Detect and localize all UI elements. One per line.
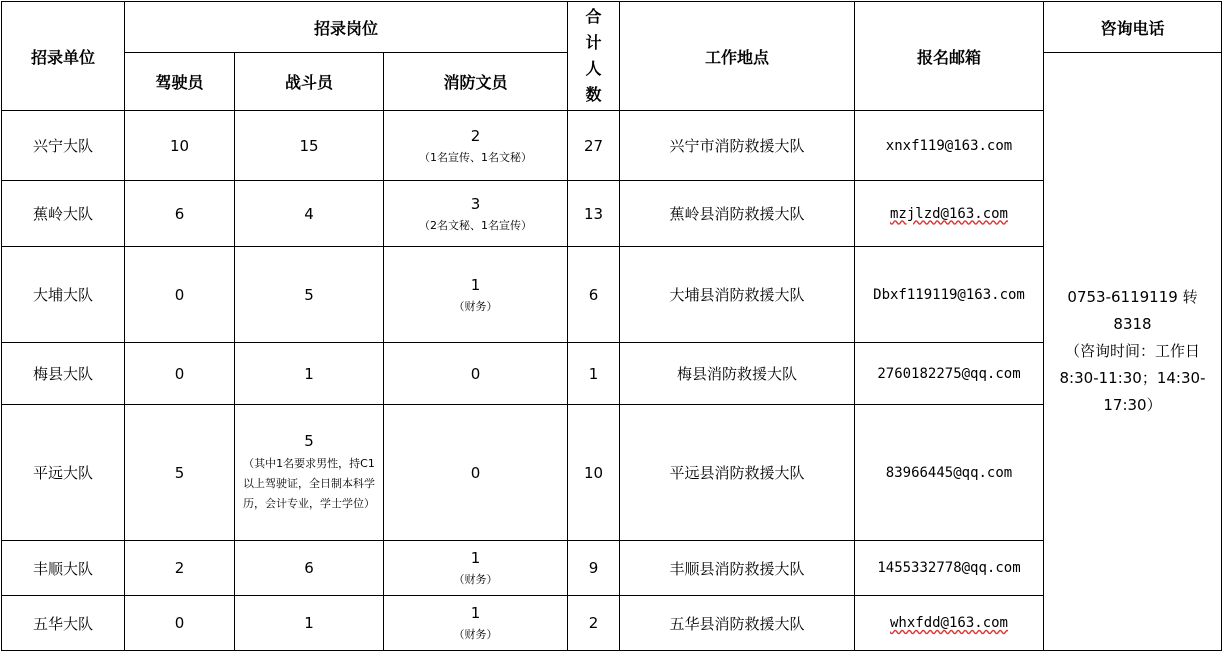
clerk-note: （财务） [453,299,498,313]
phone-info-cell [1043,52,1222,651]
total-count: 6 [588,285,599,304]
header-unit [1,1,125,111]
table-cell-driver [124,342,235,405]
location-text: 梅县消防救援大队 [676,365,797,383]
driver-count: 5 [174,463,185,482]
fighter-count: 6 [304,559,314,577]
table-cell-driver [124,540,235,596]
table-cell-email [854,595,1044,651]
header-unit-label: 招录单位 [30,47,95,67]
fighter-count: 4 [304,204,314,223]
driver-count: 0 [174,614,185,632]
email-address[interactable]: Dbxf119119@163.com [873,286,1025,303]
table-cell-fighter [234,246,384,343]
header-total-char: 人 [585,59,602,78]
clerk-note: （财务） [453,628,498,641]
email-address[interactable]: 1455332778@qq.com [877,560,1021,576]
table-cell-fighter [234,595,384,651]
location-text: 平远县消防救援大队 [669,464,805,482]
unit-name: 丰顺大队 [32,559,93,578]
table-cell-location [619,180,855,247]
clerk-count: 1 [470,549,481,567]
header-total-char: 合 [585,7,602,26]
table-cell-location [619,110,855,181]
header-total-char: 计 [585,33,602,52]
unit-name: 五华大队 [32,614,93,633]
table-cell-email [854,110,1044,181]
table-cell-clerk [383,246,568,343]
email-address[interactable]: xnxf119@163.com [885,137,1013,154]
clerk-note: （2名文秘、1名宣传） [419,218,532,232]
driver-count: 6 [174,204,185,223]
clerk-count: 0 [470,364,481,383]
header-email [854,1,1044,111]
fighter-count: 15 [299,136,319,155]
table-cell-clerk [383,342,568,405]
table-cell-driver [124,246,235,343]
table-cell-unit [1,540,125,596]
driver-count: 0 [174,364,185,383]
location-text: 五华县消防救援大队 [669,614,805,633]
total-count: 13 [583,204,604,223]
header-fighter-label: 战斗员 [284,73,333,92]
header-driver-label: 驾驶员 [155,73,204,92]
driver-count: 0 [174,285,185,304]
email-address[interactable]: 83966445@qq.com [885,464,1013,481]
table-cell-clerk [383,595,568,651]
location-text: 兴宁市消防救援大队 [669,137,805,155]
total-count: 10 [583,463,604,482]
total-count: 2 [588,614,599,632]
table-cell-unit [1,342,125,405]
clerk-note: （财务） [453,573,498,586]
table-cell-driver [124,404,235,541]
total-count: 1 [588,364,599,383]
phone-number: 0753-6119119 转 8318 [1067,288,1198,333]
table-cell-total [567,540,620,596]
location-text: 丰顺县消防救援大队 [669,559,805,578]
clerk-count: 2 [470,126,481,145]
location-text: 蕉岭县消防救援大队 [669,205,805,223]
table-cell-clerk [383,110,568,181]
fighter-count: 5 [304,285,314,304]
table-cell-fighter [234,404,384,541]
table-cell-unit [1,595,125,651]
table-cell-total [567,180,620,247]
clerk-note: （1名宣传、1名文秘） [419,150,532,164]
header-email-label: 报名邮箱 [916,47,981,67]
table-cell-email [854,180,1044,247]
fighter-count: 5 [304,431,314,450]
table-cell-clerk [383,540,568,596]
table-cell-email [854,404,1044,541]
table-cell-clerk [383,180,568,247]
fighter-count: 1 [304,614,314,632]
total-count: 27 [583,136,604,155]
driver-count: 2 [174,559,185,577]
table-cell-unit [1,404,125,541]
unit-name: 大埔大队 [32,286,93,304]
header-driver [124,52,235,111]
header-clerk-label: 消防文员 [443,73,508,92]
clerk-count: 0 [470,463,481,482]
table-cell-fighter [234,180,384,247]
unit-name: 梅县大队 [32,365,93,383]
email-address[interactable]: whxfdd@163.com [889,615,1008,631]
email-address[interactable]: 2760182275@qq.com [877,365,1021,382]
table-cell-location [619,595,855,651]
table-cell-unit [1,180,125,247]
email-address[interactable]: mzjlzd@163.com [889,205,1008,222]
total-count: 9 [588,559,599,577]
header-total-char: 数 [585,85,602,104]
location-text: 大埔县消防救援大队 [669,286,805,304]
header-fighter [234,52,384,111]
header-clerk [383,52,568,111]
table-cell-total [567,246,620,343]
unit-name: 兴宁大队 [32,137,93,155]
header-total [567,1,620,111]
clerk-count: 1 [470,275,481,294]
table-cell-unit [1,246,125,343]
table-cell-total [567,595,620,651]
clerk-count: 1 [470,604,481,622]
header-positions-label: 招录岗位 [313,18,378,38]
table-cell-total [567,404,620,541]
driver-count: 10 [169,136,190,155]
table-cell-driver [124,180,235,247]
table-cell-total [567,342,620,405]
table-cell-driver [124,110,235,181]
table-cell-location [619,540,855,596]
table-cell-unit [1,110,125,181]
table-cell-location [619,404,855,541]
header-phone [1043,1,1222,53]
table-cell-fighter [234,342,384,405]
table-cell-fighter [234,540,384,596]
table-cell-location [619,342,855,405]
unit-name: 蕉岭大队 [32,205,93,223]
phone-hours: （咨询时间：工作日 8:30-11:30；14:30-17:30） [1059,342,1206,414]
table-cell-clerk [383,404,568,541]
table-cell-email [854,540,1044,596]
table-cell-driver [124,595,235,651]
clerk-count: 3 [470,194,481,213]
fighter-note: （其中1名要求男性，持C1以上驾驶证，全日制本科学历，会计专业，学士学位） [243,456,375,510]
header-location-label: 工作地点 [704,47,769,67]
header-phone-label: 咨询电话 [1100,18,1165,38]
table-cell-total [567,110,620,181]
table-cell-email [854,342,1044,405]
table-cell-location [619,246,855,343]
table-cell-fighter [234,110,384,181]
fighter-count: 1 [304,364,314,383]
unit-name: 平远大队 [32,464,93,482]
header-location [619,1,855,111]
table-cell-email [854,246,1044,343]
header-positions [124,1,568,53]
